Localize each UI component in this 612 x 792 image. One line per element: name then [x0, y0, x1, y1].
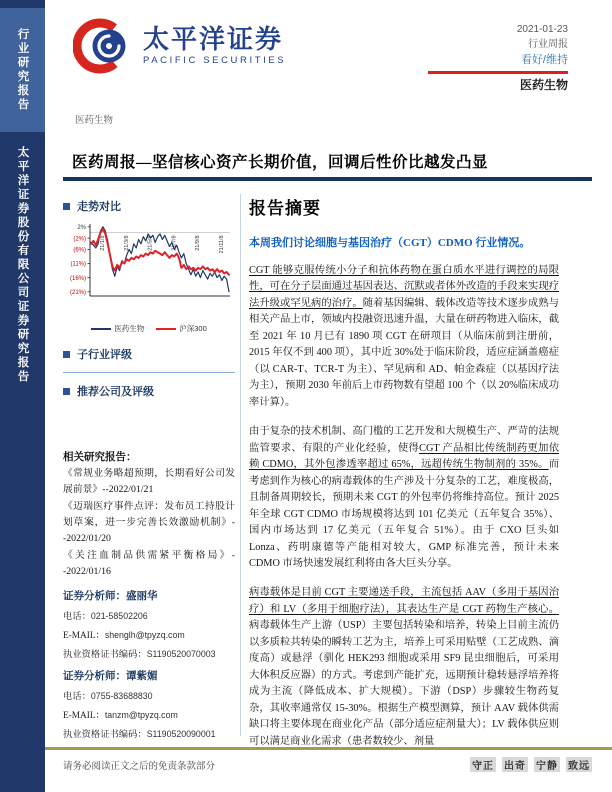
- legend-item-pharma: [91, 323, 144, 334]
- svg-text:21/5/8: 21/5/8: [147, 235, 154, 251]
- svg-text:(6%): (6%): [73, 247, 86, 254]
- brand-text: [143, 23, 287, 67]
- square-bullet-icon: [63, 203, 70, 210]
- disclaimer-text: 请务必阅读正文之后的免责条款部分: [63, 761, 216, 772]
- recommend-section-label: 推荐公司及评级: [77, 386, 154, 398]
- svg-text:21/9/8: 21/9/8: [195, 235, 202, 251]
- legend-line-blue-icon: [91, 328, 111, 330]
- trend-section-header: [63, 198, 235, 214]
- related-report-item: 《迈瑞医疗事件点评：发布员工持股计划草案，进一步完善长效激励机制》--2022/01/20: [63, 501, 235, 544]
- svg-text:21/3/8: 21/3/8: [123, 235, 130, 251]
- trend-section-label: 走势对比: [77, 201, 121, 213]
- svg-text:(2%): (2%): [73, 236, 86, 243]
- related-report-item: 《关注血制品供需紧平衡格局》--2022/01/16: [63, 550, 235, 578]
- cert-label: 执业资格证书编码：: [63, 649, 147, 660]
- svg-text:(21%): (21%): [69, 289, 86, 296]
- brand-logo: [73, 15, 286, 77]
- email-value: shenglh@tpyzq.com: [104, 629, 185, 640]
- phone-label: 电话：: [63, 611, 91, 622]
- square-bullet-icon: [63, 351, 70, 358]
- svg-text:21/7/8: 21/7/8: [171, 235, 178, 251]
- left-column: [63, 192, 235, 740]
- industry-rating: 看好/维持: [520, 54, 568, 66]
- email-label: E-MAIL：: [63, 630, 105, 641]
- summary-paragraph-cdmo-market: [249, 424, 559, 572]
- section-divider: [63, 372, 235, 373]
- company-motto: [470, 757, 592, 772]
- summary-highlight-paragraph: 本周我们讨论细胞与基因治疗（CGT）CDMO 行业情况。: [249, 237, 531, 249]
- svg-text:(16%): (16%): [69, 275, 86, 282]
- analyst-email: [63, 627, 235, 641]
- svg-text:(11%): (11%): [70, 261, 86, 268]
- legend-item-csi300: [156, 323, 207, 334]
- recommend-section-header: [63, 383, 235, 399]
- analyst-email: [63, 707, 235, 721]
- summary-paragraph-viral-vector: [249, 585, 559, 750]
- summary-heading: 报告摘要: [249, 199, 321, 218]
- footer: [63, 757, 592, 772]
- analyst-phone: [63, 608, 235, 622]
- column-divider: [240, 194, 241, 736]
- paragraph-text: 而考虑到作为核心的病毒载体的生产涉及十分复杂的工艺，难度极高，且制备周期较长，预期未来 CGT 的外包率仍将维持高位。预计 2025 年全球 CGT CDMO 市场规模将达到 101 亿美元（五年复合 35%）、国内市场达到 17 亿美元（五年复合 51%）。由于 CXO 巨头如 Lonza、药明康德等产能相对较大，GMP 标准完善，预计未来 CDMO 市场快速发展红利将由各大巨头分享。: [249, 459, 559, 569]
- pacific-securities-logo-icon: [73, 15, 135, 77]
- svg-text:2%: 2%: [77, 225, 86, 232]
- footer-gold-rule: [45, 747, 612, 750]
- paragraph-text: 病毒载体生产上游（USP）主要包括转染和培养，转染上目前主流仍以多质粒共转染的瞬转工艺为主，培养上可采用贴壁（工艺成熟、滴度高）或悬浮（驯化 HEK293 细胞或采用 SF9 昆虫细胞后，可采用大体积反应器）的方式。考虑到产能扩充，远期预计稳转悬浮培养将成为主流（降低成本、扩大规模）。下游（DSP）步骤较生物药复杂，其收率通常仅 15-30%。根据生产模型测算，预计 AAV 载体供需缺口将主要体现在商业化产品（部分适应症剂量大）；LV 载体供应则可以满足商业化需求（患者数较少、剂量: [249, 620, 559, 747]
- motto-word: 出奇: [502, 757, 528, 772]
- phone-label: 电话：: [63, 691, 91, 702]
- brand-name-cn: 太平洋证券: [143, 23, 284, 54]
- phone-value: 0755-83688830: [90, 690, 153, 701]
- legend-label-csi300: 沪深300: [179, 324, 207, 333]
- sidebar-industry-report-label: 行业研究报告: [16, 28, 29, 112]
- analyst-phone: [63, 688, 235, 702]
- summary-paragraph-cgt-overview: [249, 263, 559, 411]
- red-accent-rule: [428, 71, 568, 74]
- svg-text:21/11/8: 21/11/8: [219, 235, 225, 254]
- motto-word: 宁静: [534, 757, 560, 772]
- sidebar-top-band: [0, 8, 45, 132]
- page-title: 医药周报—坚信核心资产长期价值，回调后性价比越发凸显: [72, 154, 489, 172]
- content-columns: [63, 192, 585, 747]
- sidebar-company-label: 太平洋证券股份有限公司证券研究报告: [16, 146, 29, 384]
- analyst-cert: [63, 726, 235, 740]
- email-value: tanzm@tpyzq.com: [104, 709, 178, 720]
- cert-value: S1190520090001: [146, 728, 216, 739]
- related-reports: [63, 449, 235, 580]
- report-type: 行业周报: [528, 39, 568, 50]
- category-tag: 医药生物: [75, 116, 114, 126]
- underlined-text: 病毒载体是目前 CGT 主要递送手段，主流包括 AAV（多用于基因治疗）和 LV（多用于细胞疗法），其表达生产是 CGT 药物生产核心。: [249, 587, 559, 615]
- title-divider: [63, 177, 592, 181]
- square-bullet-icon: [63, 388, 70, 395]
- email-label: E-MAIL：: [63, 710, 105, 721]
- analyst-cert: [63, 646, 235, 660]
- motto-word: 守正: [470, 757, 496, 772]
- analysts-block: [63, 588, 235, 740]
- subrating-section-label: 子行业评级: [77, 349, 132, 361]
- cert-value: S1190520070003: [146, 648, 216, 659]
- svg-text:21/1/8: 21/1/8: [100, 235, 106, 251]
- related-reports-title: 相关研究报告：: [63, 452, 137, 463]
- phone-value: 021-58502206: [90, 610, 148, 621]
- analyst-name: 证券分析师：谭紫媚: [63, 670, 158, 682]
- analyst-name: 证券分析师：盛丽华: [63, 590, 158, 602]
- related-report-item: 《常规业务略超预期，长期看好公司发展前景》--2022/01/21: [63, 468, 235, 495]
- underlined-text: CGT 能够克服传统小分子和抗体药物在蛋白质水平进行调控的局限性，可在分子层面通过基因表达、沉默或者体外改造的手段来实现疗法升级或罕见病的治疗。: [249, 265, 559, 309]
- legend-label-pharma: 医药生物: [114, 324, 145, 333]
- sidebar-company-band: [0, 146, 45, 386]
- chart-legend: [63, 323, 235, 334]
- legend-line-red-icon: [156, 328, 176, 330]
- right-column: [249, 192, 559, 760]
- report-date: 2021-01-23: [516, 24, 568, 35]
- paragraph-text: 由于复杂的技术机制、高门槛的工艺开发和大规模生产、严苛的法规监管要求、有限的产业化经验，使得: [249, 426, 559, 454]
- industry-name: 医药生物: [519, 78, 568, 92]
- motto-word: 致远: [566, 757, 592, 772]
- brand-name-en: PACIFIC SECURITIES: [143, 55, 287, 67]
- sidebar: [0, 0, 45, 792]
- underlined-text: CGT 产品相比传统制药更加依赖 CDMO，其外包渗透率超过 65%，远超传统生物制剂的 35%。: [249, 442, 560, 471]
- subrating-section-header: [63, 346, 235, 362]
- report-meta: [428, 22, 568, 93]
- trend-chart: [63, 218, 235, 322]
- cert-label: 执业资格证书编码：: [63, 729, 147, 740]
- paragraph-text: 随着基因编辑、载体改造等技术逐步成熟与相关产品上市，领域内投融资迅速升温，大量在研药物进入临床，截至 2021 年 10 月已有 1890 项 CGT 在研项目（从临床前到注册前，2015 年仅不到 400 项），其中近 30%处于临床阶段，适应症涵盖癌症（以 CAR-T、TCR-T 为主）、罕见病和 AD、帕金森症（以基因疗法为主），预期 2030 年前后上市药物数有望超 100 个（以 20%临床成功率计算）。: [249, 297, 560, 408]
